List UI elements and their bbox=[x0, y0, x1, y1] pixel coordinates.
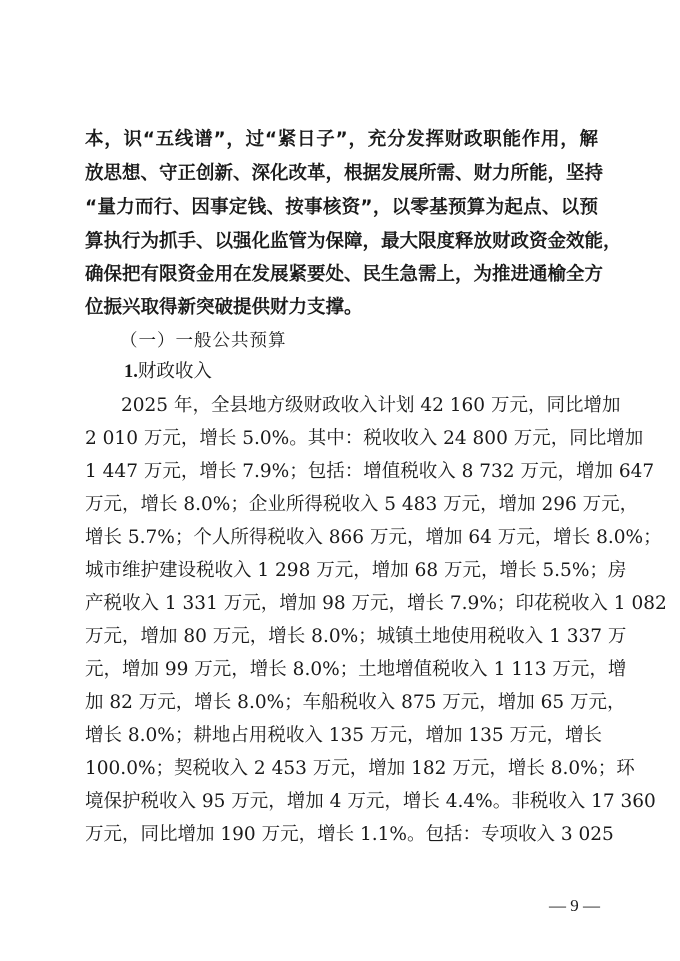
revenue-line-14: 万元，同比增加 190 万元，增长 1.1%。包括：专项收入 3 025 bbox=[85, 824, 614, 845]
subsection-title: 财政收入 bbox=[137, 361, 212, 382]
revenue-line-1: 2025 年，全县地方级财政收入计划 42 160 万元，同比增加 bbox=[121, 395, 621, 416]
revenue-line-5: 增长 5.7%；个人所得税收入 866 万元，增加 64 万元，增长 8.0%； bbox=[85, 527, 662, 548]
revenue-line-6: 城市维护建设税收入 1 298 万元，增加 68 万元，增长 5.5%；房 bbox=[85, 560, 627, 581]
revenue-line-2: 2 010 万元，增长 5.0%。其中：税收收入 24 800 万元，同比增加 bbox=[85, 428, 644, 449]
intro-line-4: 算执行为抓手、以强化监管为保障，最大限度释放财政资金效能， bbox=[85, 231, 622, 252]
subsection-heading bbox=[124, 358, 424, 386]
revenue-line-12: 100.0%；契税收入 2 453 万元，增加 182 万元，增长 8.0%；环 bbox=[85, 758, 635, 779]
revenue-line-9: 元，增加 99 万元，增长 8.0%；土地增值税收入 1 113 万元，增 bbox=[85, 659, 627, 680]
revenue-line-10: 加 82 万元，增长 8.0%；车船税收入 875 万元，增加 65 万元， bbox=[85, 692, 626, 713]
intro-line-5: 确保把有限资金用在发展紧要处、民生急需上，为推进通榆全方 bbox=[85, 264, 604, 285]
intro-line-2: 放思想、守正创新、深化改革，根据发展所需、财力所能，坚持 bbox=[85, 163, 604, 184]
revenue-line-13: 境保护税收入 95 万元，增加 4 万元，增长 4.4%。非税收入 17 360 bbox=[85, 791, 656, 812]
intro-line-6: 位振兴取得新突破提供财力支撑。 bbox=[85, 297, 363, 318]
intro-line-1: 本，识“五线谱”，过“紧日子”，充分发挥财政职能作用，解 bbox=[85, 129, 598, 150]
revenue-line-8: 万元，增加 80 万元，增长 8.0%；城镇土地使用税收入 1 337 万 bbox=[85, 626, 627, 647]
intro-line-3: “量力而行、因事定钱、按事核资”，以零基预算为起点、以预 bbox=[85, 197, 598, 218]
subsection-number: 1. bbox=[124, 362, 138, 382]
section-heading: （一）一般公共预算 bbox=[120, 331, 287, 351]
page-number: — 9 — bbox=[549, 896, 600, 915]
revenue-line-3: 1 447 万元，增长 7.9%；包括：增值税收入 8 732 万元，增加 647 bbox=[85, 461, 655, 482]
revenue-line-11: 增长 8.0%；耕地占用税收入 135 万元，增加 135 万元，增长 bbox=[85, 725, 603, 746]
revenue-line-7: 产税收入 1 331 万元，增加 98 万元，增长 7.9%；印花税收入 1 082 bbox=[85, 593, 667, 614]
revenue-line-4: 万元，增长 8.0%；企业所得税收入 5 483 万元，增加 296 万元， bbox=[85, 494, 639, 515]
